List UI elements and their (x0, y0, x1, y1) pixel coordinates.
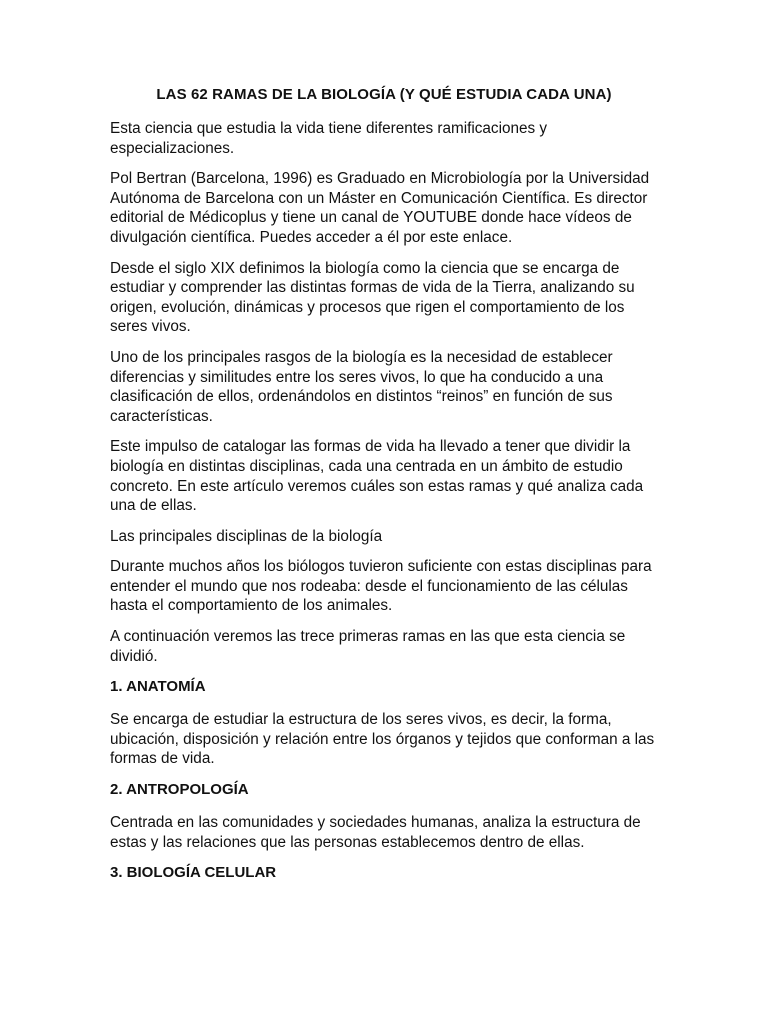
transition-paragraph: A continuación veremos las trece primeras ramas en las que esta ciencia se dividió. (110, 628, 626, 665)
history-paragraph: Durante muchos años los biólogos tuvieron suficiente con estas disciplinas para entender el mundo que nos rodeaba: desde el funcionamiento de las células hasta el comportamiento de los animales. (110, 558, 652, 615)
section-heading-antropologia: 2. ANTROPOLOGÍA (110, 781, 249, 799)
intro-paragraph: Esta ciencia que estudia la vida tiene diferentes ramificaciones y especializaciones. (110, 120, 548, 157)
disciplines-paragraph: Este impulso de catalogar las formas de vida ha llevado a tener que dividir la biología en distintas disciplinas, cada una centrada en un ámbito de estudio concreto. En este artículo veremos cuáles son estas ramas y qué analiza cada una de ellas. (110, 438, 644, 515)
section-heading-biologia-celular: 3. BIOLOGÍA CELULAR (110, 864, 277, 882)
definition-paragraph: Desde el siglo XIX definimos la biología como la ciencia que se encarga de estudiar y comprender las distintas formas de vida de la Tierra, analizando su origen, evolución, dinámicas y procesos que rigen el comportamiento de los seres vivos. (110, 259, 635, 336)
author-paragraph: Pol Bertran (Barcelona, 1996) es Graduado en Microbiología por la Universidad Autónoma de Barcelona con un Máster en Comunicación Científica. Es director editorial de Médicoplus y tiene un canal de YOUTUBE donde hace vídeos de divulgación científica. Puedes acceder a él por este enlace. (110, 170, 650, 246)
document-title: LAS 62 RAMAS DE LA BIOLOGÍA (Y QUÉ ESTUDIA CADA UNA) (156, 86, 612, 103)
section-body-antropologia: Centrada en las comunidades y sociedades humanas, analiza la estructura de estas y las relaciones que las personas establecemos dentro de ellas. (110, 814, 641, 851)
disciplines-subtitle: Las principales disciplinas de la biología (110, 527, 383, 545)
classification-paragraph: Uno de los principales rasgos de la biología es la necesidad de establecer diferencias y similitudes entre los seres vivos, lo que ha conducido a una clasificación de ellos, ordenándolos en distintos “reinos” en función de sus características. (110, 348, 613, 425)
section-heading-anatomia: 1. ANATOMÍA (110, 678, 206, 696)
section-body-anatomia: Se encarga de estudiar la estructura de los seres vivos, es decir, la forma, ubicación, disposición y relación entre los órganos y tejidos que conforman a las formas de vida. (110, 711, 655, 768)
